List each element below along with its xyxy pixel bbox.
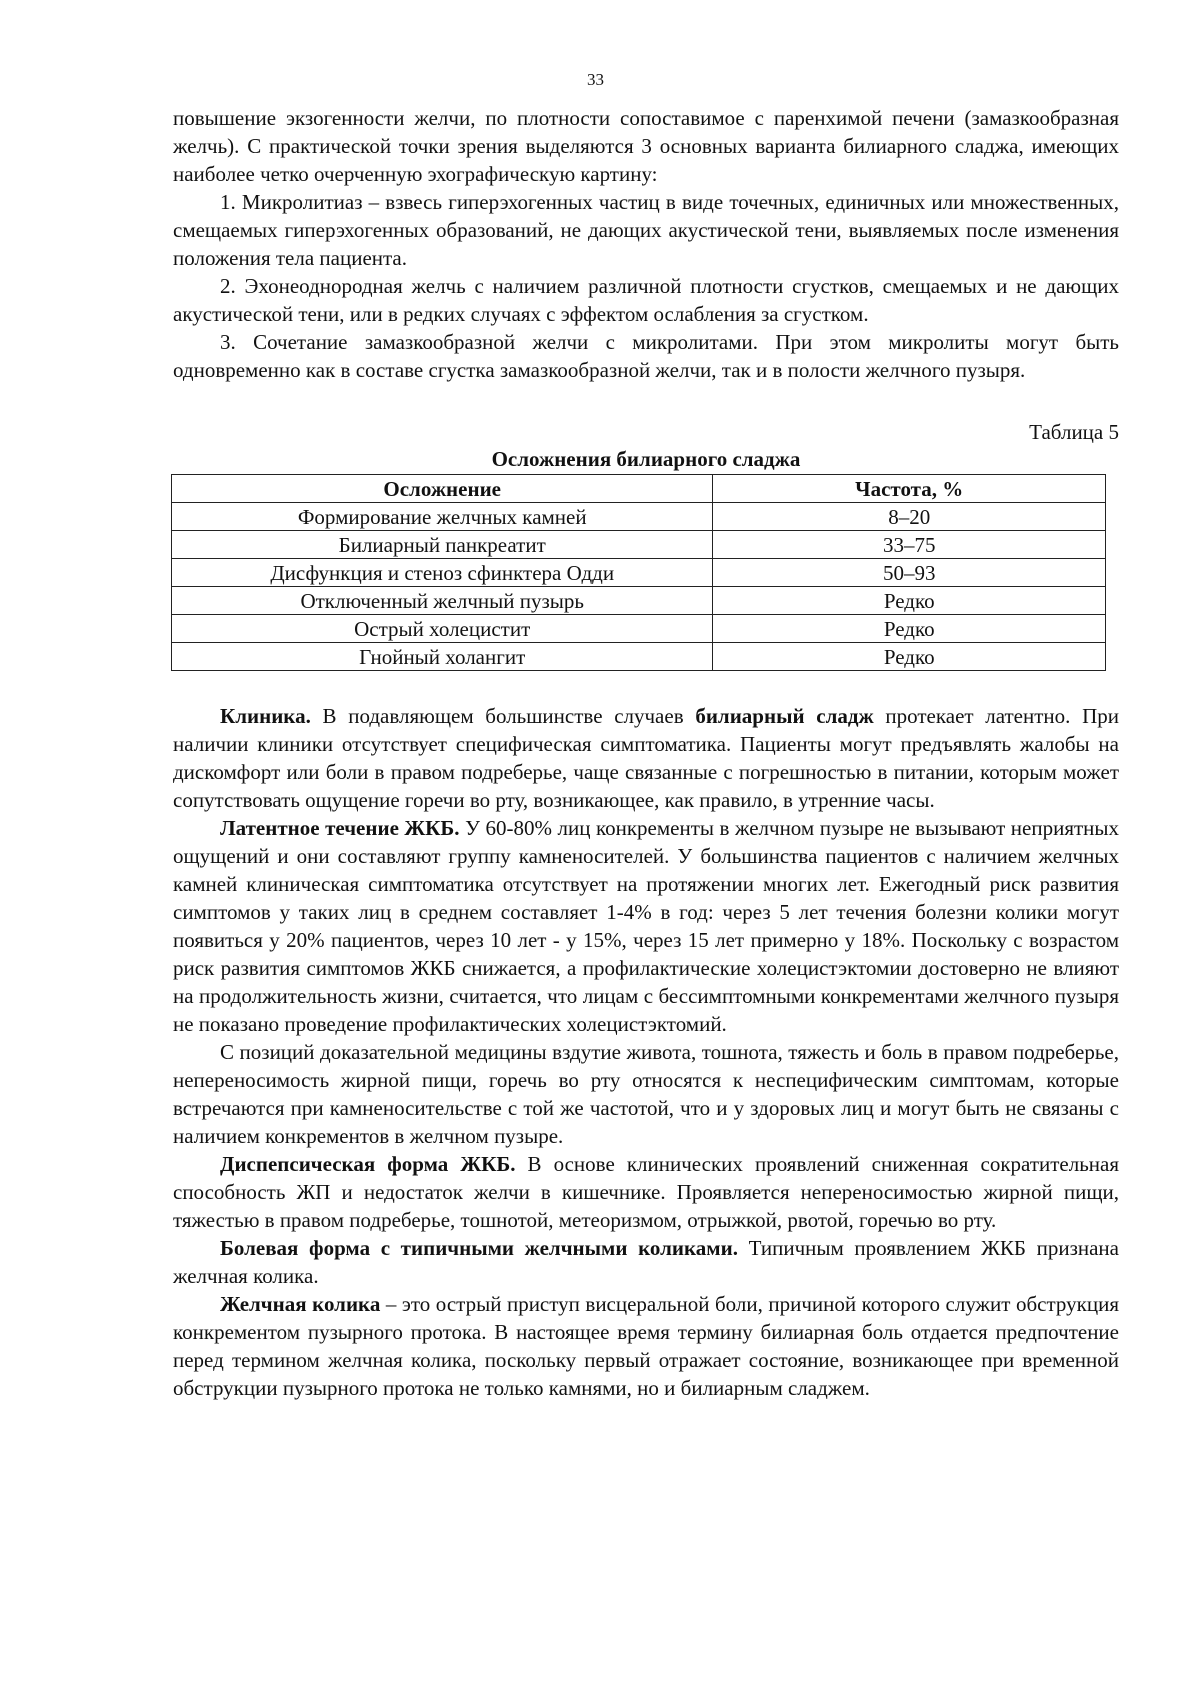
page-number: 33 xyxy=(587,70,604,89)
list-item-2: 2. Эхонеоднородная желчь с наличием различной плотности сгустков, смещаемых и не дающих акустической тени, или в редких случаях с эффектом ослабления за сгустком. xyxy=(173,274,1119,326)
pain-form-heading: Болевая форма с типичными желчными коликами. xyxy=(220,1236,738,1260)
pain-form-paragraph xyxy=(173,1234,1119,1290)
table-row xyxy=(172,559,1106,587)
cell-complication: Формирование желчных камней xyxy=(172,503,713,531)
cell-complication: Билиарный панкреатит xyxy=(172,531,713,559)
table-row xyxy=(172,587,1106,615)
clinic-heading: Клиника. xyxy=(220,704,311,728)
main-text-section xyxy=(173,702,1119,1402)
clinic-bold-term: билиарный сладж xyxy=(695,704,874,728)
table-row xyxy=(172,615,1106,643)
dyspeptic-paragraph xyxy=(173,1150,1119,1234)
table-row xyxy=(172,531,1106,559)
clinic-text-part1: В подавляющем большинстве случаев xyxy=(310,704,696,728)
colic-text: – это острый приступ висцеральной боли, причиной которого служит обструкция конкрементом пузырного протока. В настоящее время термину билиарная боль отдается предпочтение перед термином желчная колика, поскольку первый отражает состояние, возникающее при временной обструкции пузырного протока не только камнями, но и билиарным сладжем. xyxy=(173,1292,1119,1400)
cell-frequency: Редко xyxy=(713,643,1106,671)
intro-paragraph: повышение экзогенности желчи, по плотности сопоставимое с паренхимой печени (замазкообразная желчь). С практической точки зрения выделяются 3 основных варианта билиарного сладжа, имеющих наиболее четко очерченную эхографическую картину: xyxy=(173,106,1119,186)
latent-heading: Латентное течение ЖКБ. xyxy=(220,816,460,840)
header-frequency: Частота, % xyxy=(713,475,1106,503)
table-header-row xyxy=(172,475,1106,503)
cell-frequency: 50–93 xyxy=(713,559,1106,587)
cell-frequency: Редко xyxy=(713,587,1106,615)
latent-paragraph xyxy=(173,814,1119,1038)
cell-frequency: Редко xyxy=(713,615,1106,643)
complications-table xyxy=(171,474,1106,671)
dyspeptic-heading: Диспепсическая форма ЖКБ. xyxy=(220,1152,516,1176)
table-row xyxy=(172,503,1106,531)
cell-complication: Острый холецистит xyxy=(172,615,713,643)
cell-frequency: 8–20 xyxy=(713,503,1106,531)
latent-text: У 60-80% лиц конкременты в желчном пузыре не вызывают неприятных ощущений и они составляют группу камненосителей. У большинства пациентов с наличием желчных камней клиническая симптоматика отсутствует на протяжении многих лет. Ежегодный риск развития симптомов у таких лиц в среднем составляет 1-4% в год: через 5 лет течения болезни колики могут появиться у 20% пациентов, через 10 лет - у 15%, через 15 лет примерно у 18%. Поскольку с возрастом риск развития симптомов ЖКБ снижается, а профилактические холецистэктомии достоверно не влияют на продолжительность жизни, считается, что лицам с бессимптомными конкрементами желчного пузыря не показано проведение профилактических холецистэктомий. xyxy=(173,816,1120,1036)
table-title: Осложнения билиарного сладжа xyxy=(491,447,801,471)
header-complication: Осложнение xyxy=(172,475,713,503)
clinic-paragraph xyxy=(173,702,1119,814)
cell-frequency: 33–75 xyxy=(713,531,1106,559)
evidence-paragraph: С позиций доказательной медицины вздутие живота, тошнота, тяжесть и боль в правом подреберье, непереносимость жирной пищи, горечь во рту относятся к неспецифическим симптомам, которые встречаются при камненосительстве с той же частотой, что и у здоровых лиц и могут быть не связаны с наличием конкрементов в желчном пузыре. xyxy=(173,1040,1119,1148)
colic-paragraph xyxy=(173,1290,1119,1402)
intro-section xyxy=(173,104,1119,384)
cell-complication: Отключенный желчный пузырь xyxy=(172,587,713,615)
pain-form-text: Типичным проявлением ЖКБ признана желчная колика. xyxy=(173,1236,1119,1288)
cell-complication: Гнойный холангит xyxy=(172,643,713,671)
list-item-3: 3. Сочетание замазкообразной желчи с микролитами. При этом микролиты могут быть одновременно как в составе сгустка замазкообразной желчи, так и в полости желчного пузыря. xyxy=(173,330,1119,382)
table-row xyxy=(172,643,1106,671)
dyspeptic-text: В основе клинических проявлений сниженная сократительная способность ЖП и недостаток желчи в кишечнике. Проявляется непереносимостью жирной пищи, тяжестью в правом подреберье, тошнотой, метеоризмом, отрыжкой, рвотой, горечью во рту. xyxy=(173,1152,1120,1232)
cell-complication: Дисфункция и стеноз сфинктера Одди xyxy=(172,559,713,587)
clinic-text-part2: протекает латентно. При наличии клиники отсутствует специфическая симптоматика. Пациенты могут предъявлять жалобы на дискомфорт или боли в правом подреберье, чаще связанные с погрешностью в питании, которым может сопутствовать ощущение горечи во рту, возникающее, как правило, в утренние часы. xyxy=(173,704,1119,812)
table-caption: Таблица 5 xyxy=(1029,420,1119,444)
colic-heading: Желчная колика xyxy=(220,1292,381,1316)
list-item-1: 1. Микролитиаз – взвесь гиперэхогенных частиц в виде точечных, единичных или множественных, смещаемых гиперэхогенных образований, не дающих акустической тени, выявляемых после изменения положения тела пациента. xyxy=(173,190,1119,270)
